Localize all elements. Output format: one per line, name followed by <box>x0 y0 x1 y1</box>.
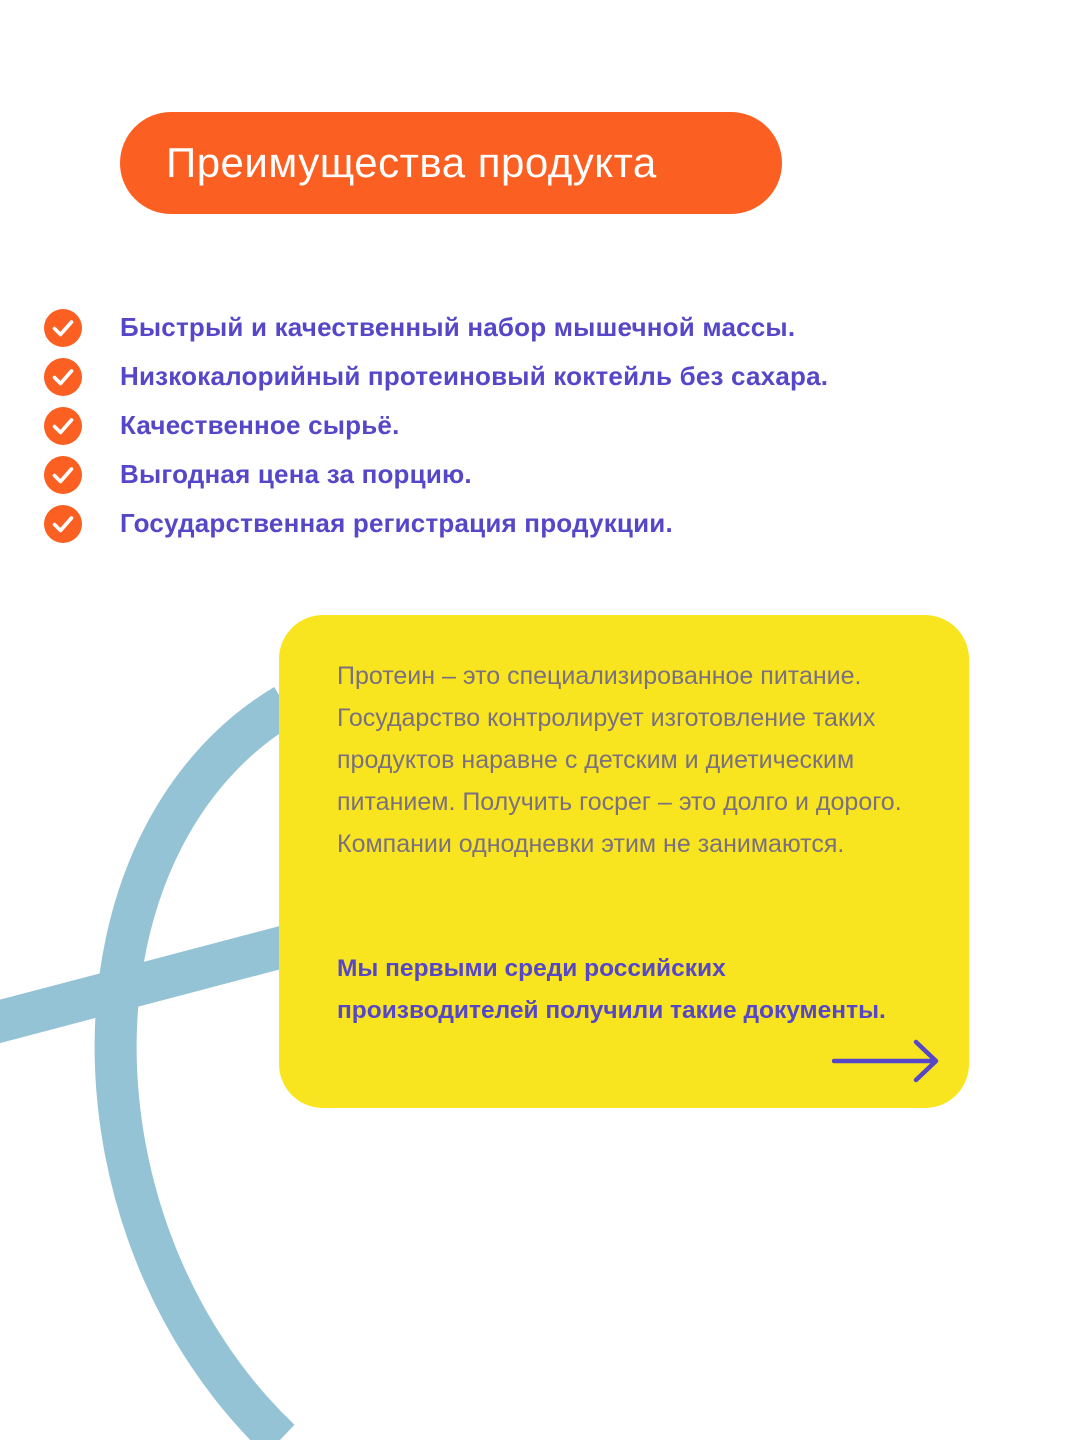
check-circle-icon <box>44 309 82 347</box>
benefit-item <box>44 303 1064 352</box>
horizontal-arc <box>0 945 290 1024</box>
title-banner <box>120 112 782 214</box>
vertical-arc <box>116 705 285 1440</box>
benefit-item <box>44 450 1064 499</box>
check-circle-icon <box>44 407 82 445</box>
check-circle-icon <box>44 505 82 543</box>
arrow-right-icon[interactable] <box>832 1038 942 1084</box>
check-circle-icon <box>44 456 82 494</box>
benefit-label: Низкокалорийный протеиновый коктейль без сахара. <box>120 361 829 391</box>
benefit-label: Качественное сырьё. <box>120 410 400 440</box>
info-highlight-text: Мы первыми среди российских производителей получили такие документы. <box>337 955 886 1024</box>
benefit-label: Выгодная цена за порцию. <box>120 459 472 489</box>
benefit-item <box>44 499 1064 548</box>
info-body-text: Протеин – это специализированное питание. Государство контролирует изготовление таких продуктов наравне с детским и диетическим питанием. Получить госрег – это долго и дорого. Компании однодневки этим не занимаются. <box>337 662 902 858</box>
benefit-item <box>44 401 1064 450</box>
benefits-list <box>44 303 1064 548</box>
info-card <box>279 615 969 1108</box>
benefit-label: Быстрый и качественный набор мышечной массы. <box>120 312 796 342</box>
benefit-label: Государственная регистрация продукции. <box>120 508 673 538</box>
page-title: Преимущества продукта <box>166 139 657 186</box>
benefit-item <box>44 352 1064 401</box>
check-circle-icon <box>44 358 82 396</box>
